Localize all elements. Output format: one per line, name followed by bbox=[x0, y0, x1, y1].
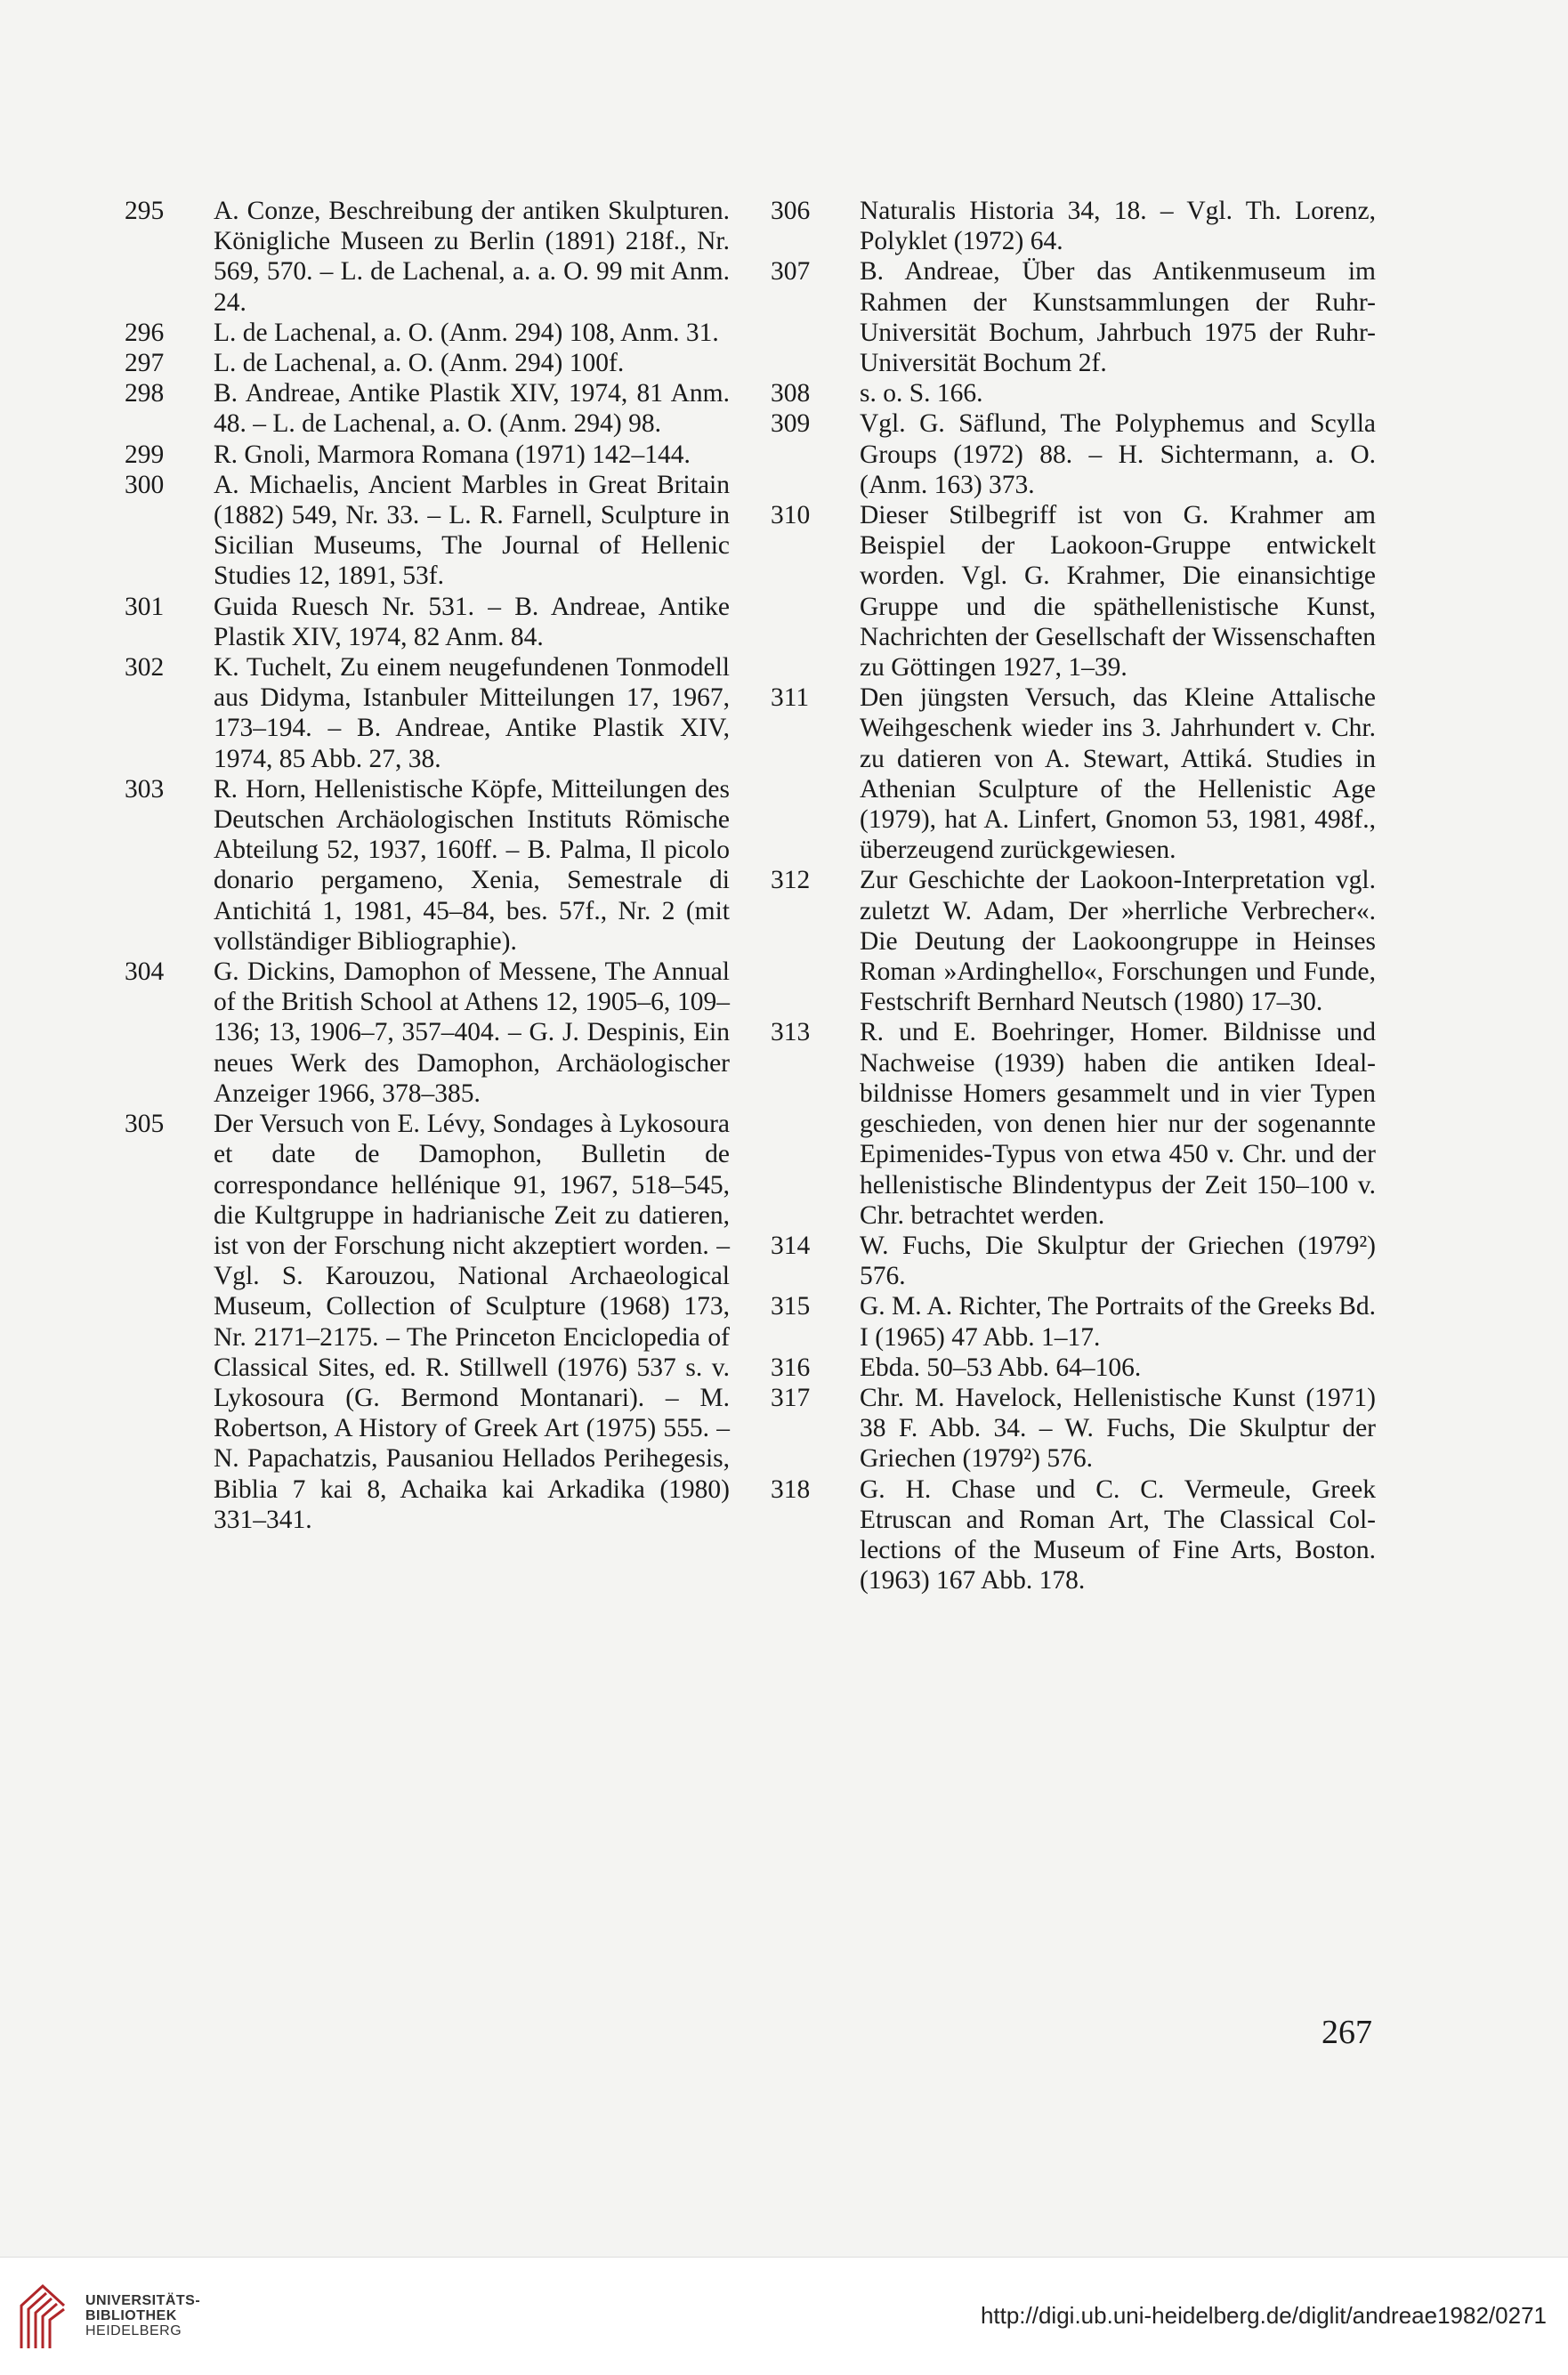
footnote-number: 302 bbox=[125, 653, 165, 683]
footnote-number: 317 bbox=[771, 1383, 811, 1412]
footnote-number: 301 bbox=[125, 592, 165, 621]
footnote bbox=[771, 683, 1376, 865]
footnote-number: 296 bbox=[125, 318, 165, 347]
footnote bbox=[771, 196, 1376, 256]
footnote-text: B. Andreae, Über das Antikenmuseum im Rahmen der Kunstsammlungen der Ruhr-Universität Bochum, Jahrbuch 1975 der Ruhr-Universität Bochum 2f. bbox=[860, 257, 1376, 378]
footnote bbox=[125, 378, 730, 439]
footnote-text: R. Horn, Hellenistische Köpfe, Mitteilungen des Deutschen Archäologischen Instituts Römische Abteilung 52, 1937, 160ff. – B. Palma, Il picolo donario pergameno, Xenia, Semestrale di Antichitá 1, 1981, 45–84, bes. 57f., Nr. 2 (mit vollständiger Bibliographie). bbox=[214, 774, 730, 956]
footnote-text: K. Tuchelt, Zu einem neugefundenen Tonmodell aus Didyma, Istanbuler Mitteilungen 17, 1967, 173–194. – B. Andreae, Antike Plastik XIV, 1974, 85 Abb. 27, 38. bbox=[214, 653, 730, 773]
footnote bbox=[125, 774, 730, 957]
footnote bbox=[771, 1353, 1376, 1383]
footnote bbox=[125, 592, 730, 652]
footnote-text: B. Andreae, Antike Plastik XIV, 1974, 81 Anm. 48. – L. de Lachenal, a. O. (Anm. 294) 98. bbox=[214, 379, 730, 439]
footnote bbox=[125, 470, 730, 592]
viewer-footer bbox=[0, 2257, 1568, 2375]
footnote-text: Ebda. 50–53 Abb. 64–106. bbox=[860, 1353, 1142, 1382]
footnote-number: 306 bbox=[771, 197, 811, 225]
page-number: 267 bbox=[1321, 2014, 1372, 2051]
footnote-number: 315 bbox=[771, 1292, 811, 1321]
footnote-number: 316 bbox=[771, 1353, 811, 1382]
footnote-number: 308 bbox=[771, 379, 811, 408]
footnote-number: 309 bbox=[771, 409, 811, 439]
footnote-number: 311 bbox=[771, 683, 810, 713]
footnote-number: 312 bbox=[771, 866, 811, 895]
logo-line-1: UNIVERSITÄTS- bbox=[85, 2293, 201, 2308]
footnote-text: Der Versuch von E. Lévy, Sondages à Lykosoura et date de Damophon, Bulletin de correspondance hellénique 91, 1967, 518–545, die Kultgruppe in hadrianische Zeit zu datieren, ist von der Forschung nicht akzeptiert worden. – Vgl. S. Karouzou, National Archaeological Museum, Collection of Sculpture (1968) 173, Nr. 2171–2175. – The Princeton Enciclopedia of Classical Sites, ed. R. Stillwell (1976) 537 s. v. Lykosoura (G. Bermond Montanari). – M. Robertson, A History of Greek Art (1975) 555. – N. Papachatzis, Pausaniou Hellados Perihegesis, Biblia 7 kai 8, Achaika kai Arkadika (1980) 331–341. bbox=[214, 1110, 730, 1534]
footnote-text: G. Dickins, Damophon of Messene, The Annual of the British School at Athens 12, 1905–6, 109–136; 13, 1906–7, 357–404. – G. J. Despinis, Ein neues Werk des Damophon, Archäologischer Anzeiger 1966, 378–385. bbox=[214, 957, 730, 1108]
footnote-text: Guida Ruesch Nr. 531. – B. Andreae, Antike Plastik XIV, 1974, 82 Anm. 84. bbox=[214, 592, 730, 651]
footnote-number: 318 bbox=[771, 1474, 811, 1504]
footnote-text: Den jüngsten Versuch, das Kleine Attalische Weihgeschenk wieder ins 3. Jahrhundert v. Chr. zu datieren von A. Stewart, Attiká. Studies in Athenian Sculpture of the Hellenistic Age (1979), hat A. Linfert, Gnomon 53, 1981, 498f., überzeugend zurückgewiesen. bbox=[860, 683, 1376, 865]
footnote-text: R. Gnoli, Marmora Romana (1971) 142–144. bbox=[214, 440, 691, 469]
footnote-text: L. de Lachenal, a. O. (Anm. 294) 108, Anm. 31. bbox=[214, 318, 719, 347]
footnote-text: A. Michaelis, Ancient Marbles in Great Britain (1882) 549, Nr. 33. – L. R. Farnell, Sculpture in Sicilian Museums, The Journal of Hellenic Studies 12, 1891, 53f. bbox=[214, 470, 730, 591]
footnote bbox=[771, 378, 1376, 408]
footnote-number: 297 bbox=[125, 349, 165, 378]
footnote bbox=[125, 652, 730, 774]
footnote-text: Dieser Stilbegriff ist von G. Krahmer am Beispiel der Laokoon-Gruppe entwickelt worden. Vgl. G. Krahmer, Die einansichtige Gruppe und die späthellenistische Kunst, Nachrichten der Gesellschaft der Wissenschaften zu Göttingen 1927, 1–39. bbox=[860, 501, 1376, 683]
footnote-text: s. o. S. 166. bbox=[860, 379, 983, 408]
footnote bbox=[771, 1017, 1376, 1230]
footnote bbox=[771, 1231, 1376, 1291]
footnote-text: W. Fuchs, Die Skulptur der Griechen (1979²) 576. bbox=[860, 1231, 1376, 1291]
footnote-text: Zur Geschichte der Laokoon-Interpretation vgl. zuletzt W. Adam, Der »herrliche Verbrecher«. Die Deutung der Laokoongruppe in Heinses Roman »Ardinghello«, Forschungen und Funde, Festschrift Bernhard Neutsch (1980) 17–30. bbox=[860, 866, 1376, 1017]
footnote-number: 304 bbox=[125, 957, 165, 987]
footnote bbox=[771, 1291, 1376, 1352]
footnote-number: 305 bbox=[125, 1110, 165, 1139]
footnote-number: 295 bbox=[125, 197, 165, 225]
footnote bbox=[125, 1109, 730, 1535]
footnote-text: Chr. M. Havelock, Hellenistische Kunst (1971) 38 F. Abb. 34. – W. Fuchs, Die Skulptur der Griechen (1979²) 576. bbox=[860, 1383, 1376, 1474]
footnote-text: G. H. Chase und C. C. Vermeule, Greek Etruscan and Roman Art, The Classical Collections of the Museum of Fine Arts, Boston. (1963) 167 Abb. 178. bbox=[860, 1474, 1376, 1595]
footnote bbox=[125, 348, 730, 378]
footnote bbox=[771, 865, 1376, 1017]
footnote-text: R. und E. Boehringer, Homer. Bildnisse und Nachweise (1939) haben die antiken Idealbildnisse Homers gesammelt und in vier Typen geschieden, von denen hier nur der sogenannte Epimenides-Typus von etwa 450 v. Chr. und der hellenistische Blindentypus der Zeit 150–100 v. Chr. betrachtet werden. bbox=[860, 1018, 1376, 1230]
footnote-number: 313 bbox=[771, 1018, 811, 1047]
logo-line-2: BIBLIOTHEK bbox=[85, 2308, 177, 2323]
footnote-number: 307 bbox=[771, 257, 811, 287]
footnote bbox=[125, 318, 730, 348]
footnote-text: A. Conze, Beschreibung der antiken Skulpturen. Königliche Museen zu Berlin (1891) 218f., Nr. 569, 570. – L. de Lachenal, a. a. O. 99 mit Anm. 24. bbox=[214, 197, 730, 317]
footnote-number: 300 bbox=[125, 470, 165, 499]
logo-line-3: HEIDELBERG bbox=[85, 2323, 182, 2339]
footnote bbox=[771, 408, 1376, 500]
footnote-text: G. M. A. Richter, The Portraits of the Greeks Bd. I (1965) 47 Abb. 1–17. bbox=[860, 1292, 1376, 1352]
footnote bbox=[771, 1383, 1376, 1474]
footnote-text: L. de Lachenal, a. O. (Anm. 294) 100f. bbox=[214, 349, 625, 378]
permalink-url[interactable]: http://digi.ub.uni-heidelberg.de/diglit/andreae1982/0271 bbox=[980, 2302, 1547, 2329]
notes-column-left bbox=[125, 196, 730, 1535]
footnote-number: 298 bbox=[125, 379, 165, 408]
footnote bbox=[771, 500, 1376, 683]
footnote bbox=[771, 256, 1376, 378]
footnote-number: 303 bbox=[125, 774, 165, 804]
footnote-number: 310 bbox=[771, 501, 811, 530]
library-logo-text bbox=[85, 2293, 200, 2339]
footnote-text: Vgl. G. Säflund, The Polyphemus and Scylla Groups (1972) 88. – H. Sichtermann, a. O. (Anm. 163) 373. bbox=[860, 409, 1376, 499]
footnote bbox=[125, 440, 730, 470]
footnote bbox=[771, 1474, 1376, 1596]
footnote bbox=[125, 196, 730, 318]
notes-column-right bbox=[771, 196, 1376, 1595]
footnote-text: Naturalis Historia 34, 18. – Vgl. Th. Lorenz, Polyklet (1972) 64. bbox=[860, 197, 1376, 256]
footnote-number: 299 bbox=[125, 440, 165, 469]
footnote-number: 314 bbox=[771, 1231, 811, 1260]
footnote bbox=[125, 957, 730, 1109]
library-logo-icon[interactable] bbox=[16, 2279, 69, 2354]
